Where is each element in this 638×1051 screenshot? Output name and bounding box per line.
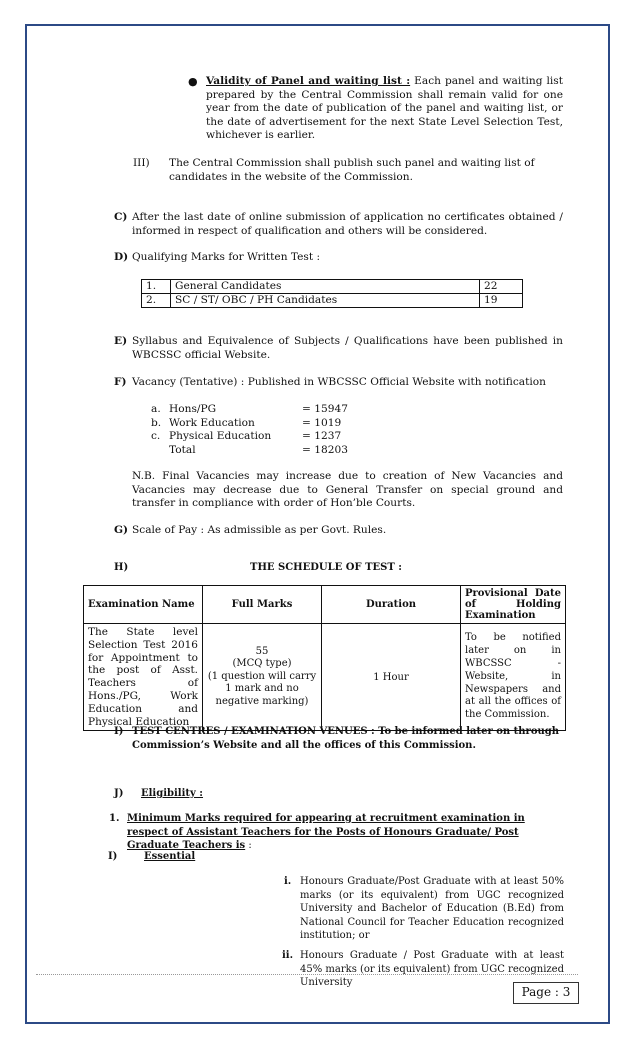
row-number: 2.: [142, 294, 171, 308]
table-row: [84, 624, 566, 731]
full-marks-value: 55: [255, 645, 269, 657]
table-row: [142, 294, 523, 308]
footer-divider: [36, 974, 578, 975]
nb-note: N.B. Final Vacancies may increase due to creation of New Vacancies and Vacancies may decrease due to General Transfer on special ground and transfer in compliance with order of Hon’ble Courts.: [132, 470, 563, 510]
validity-heading: Validity of Panel and waiting list :: [206, 75, 411, 87]
marks: 22: [480, 280, 523, 294]
section-i-text: TEST CENTRES / EXAMINATION VENUES : To be informed later on through Commission’s Website and all the offices of this Commission.: [132, 726, 560, 751]
item-3-number: III): [133, 157, 150, 169]
section-j-label: J): [114, 788, 124, 799]
date-cell: To be notified later on in WBCSSC - Website, in Newspapers and at all the offices of the Commission.: [461, 624, 566, 731]
schedule-title: THE SCHEDULE OF TEST :: [250, 562, 402, 573]
section-g-label: G): [114, 524, 129, 536]
full-marks-note: (1 question will carry 1 mark and no negative marking): [207, 670, 317, 707]
min-marks-heading: Minimum Marks required for appearing at recruitment examination in respect of Assistant Teachers for the Posts of Honours Graduate/ Post Graduate Teachers is: [127, 813, 525, 852]
row-number: 1.: [142, 280, 171, 294]
exam-name-cell: The State level Selection Test 2016 for Appointment to the post of Asst. Teachers of Hons./PG, Work Education and Physical Education: [84, 624, 203, 731]
vacancy-total-value: = 18203: [302, 443, 348, 456]
table-row: [142, 280, 523, 294]
schedule-table: [83, 585, 566, 731]
marks: 19: [480, 294, 523, 308]
section-i-label: I): [114, 726, 124, 737]
vacancy-value: = 1019: [302, 416, 342, 429]
section-g-text: Scale of Pay : As admissible as per Govt. Rules.: [132, 524, 387, 536]
validity-paragraph: [206, 75, 563, 143]
essential-heading: Essential: [144, 851, 196, 862]
col-exam-name: Examination Name: [84, 586, 203, 624]
vacancy-total-label: Total: [169, 443, 196, 456]
duration-cell: 1 Hour: [322, 624, 461, 731]
vacancy-name: Physical Education: [169, 430, 272, 443]
col-date: Provisional Date of Holding Examination: [461, 586, 566, 624]
section-d-label: D): [114, 251, 129, 263]
ess-ii-text: Honours Graduate / Post Graduate with at least 45% marks (or its equivalent) from UGC recognized University: [300, 950, 564, 989]
section-f-label: F): [114, 376, 127, 388]
ess-ii-number: ii.: [282, 950, 294, 961]
vacancy-num: c.: [151, 430, 161, 443]
ess-i-number: i.: [284, 876, 292, 887]
section-c-label: C): [114, 211, 128, 223]
section-e-text: Syllabus and Equivalence of Subjects / Qualifications have been published in WBCSSC official Website.: [132, 335, 563, 361]
vacancy-name: Work Education: [169, 416, 255, 429]
full-marks-type: (MCQ type): [232, 658, 292, 670]
vacancy-value: = 15947: [302, 403, 348, 415]
essential-label: I): [108, 851, 118, 862]
full-marks-cell: [203, 624, 322, 731]
vacancy-name: Hons/PG: [169, 403, 217, 415]
min-marks-tail: :: [248, 840, 252, 852]
col-duration: Duration: [322, 586, 461, 624]
qualifying-marks-table: [141, 279, 523, 308]
section-c-text: After the last date of online submission of application no certificates obtained / informed in respect of qualification and others will be considered.: [132, 211, 563, 237]
category: General Candidates: [171, 280, 480, 294]
col-full-marks: Full Marks: [203, 586, 322, 624]
bullet-icon: ●: [188, 75, 198, 88]
section-h-label: H): [114, 562, 129, 573]
vacancy-value: = 1237: [302, 430, 342, 443]
vacancy-num: a.: [151, 403, 161, 415]
section-e-label: E): [114, 335, 128, 347]
page-number: Page : 3: [513, 982, 579, 1004]
category: SC / ST/ OBC / PH Candidates: [171, 294, 480, 308]
min-marks-text: [127, 812, 567, 853]
eligibility-heading: Eligibility :: [141, 788, 204, 799]
validity-text: Each panel and waiting list prepared by the Central Commission shall remain valid for one year from the date of publication of the panel and waiting list, or the date of advertisement for the next State Level Selection Test, whichever is earlier.: [206, 75, 563, 142]
item-3-text: The Central Commission shall publish such panel and waiting list of candidates in the website of the Commission.: [169, 157, 535, 183]
section-d-text: Qualifying Marks for Written Test :: [132, 251, 321, 263]
section-f-text: Vacancy (Tentative) : Published in WBCSSC Official Website with notification: [132, 376, 546, 388]
table-header-row: [84, 586, 566, 624]
ess-i-text: Honours Graduate/Post Graduate with at least 50% marks (or its equivalent) from UGC recognized University and Bachelor of Education (B.Ed) from National Council for Teacher Education recognized institution; or: [300, 876, 564, 942]
vacancy-num: b.: [151, 416, 162, 429]
min-marks-number: 1.: [109, 813, 120, 824]
